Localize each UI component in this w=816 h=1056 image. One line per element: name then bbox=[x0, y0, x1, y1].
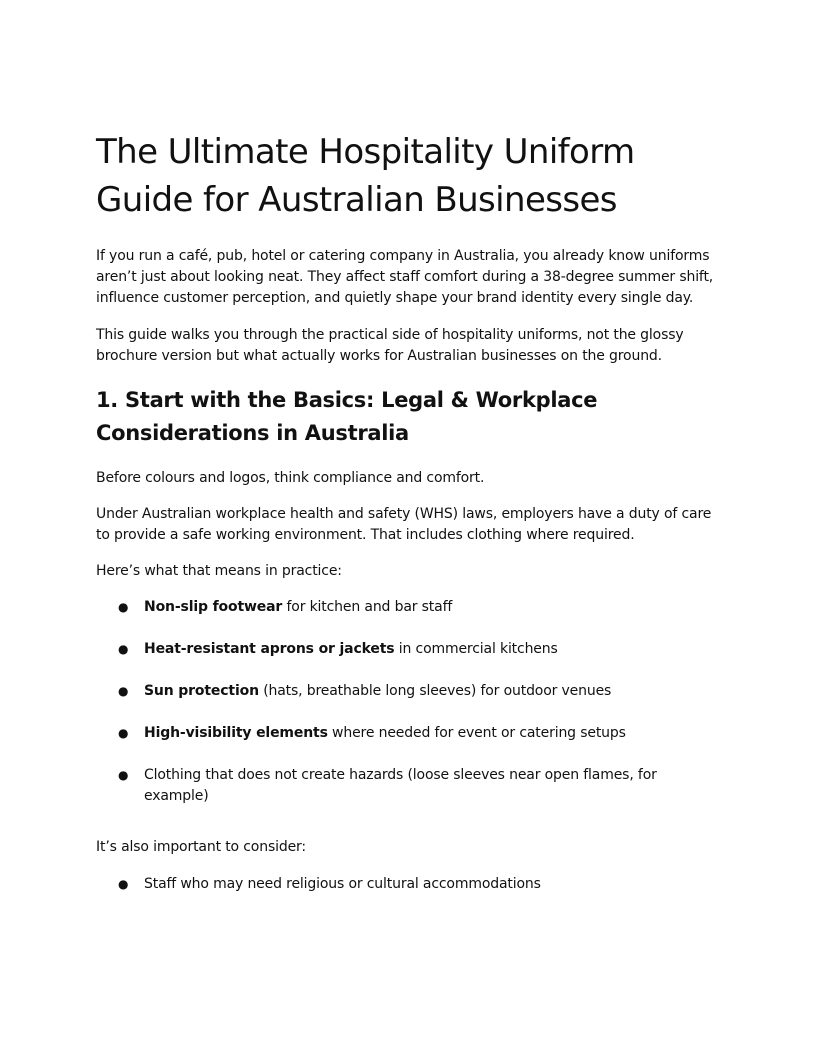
requirements-list bbox=[96, 597, 720, 807]
intro-paragraph-2: This guide walks you through the practical side of hospitality uniforms, not the glossy brochure version but what actually works for Australian businesses on the ground. bbox=[96, 327, 684, 364]
list-item-text: for kitchen and bar staff bbox=[282, 599, 453, 615]
bullet-icon: ● bbox=[118, 877, 129, 891]
document-page bbox=[96, 128, 720, 895]
paragraph-whs-laws: Under Australian workplace health and safety (WHS) laws, employers have a duty of care to provide a safe working environment. That includes clothing where required. bbox=[96, 506, 712, 543]
list-item bbox=[96, 765, 720, 807]
paragraph-compliance: Before colours and logos, think compliance and comfort. bbox=[96, 470, 485, 486]
bullet-icon: ● bbox=[118, 642, 129, 656]
bullet-icon: ● bbox=[118, 768, 129, 782]
list-item bbox=[96, 681, 720, 702]
list-item-text: where needed for event or catering setups bbox=[327, 725, 626, 741]
list-item-text: in commercial kitchens bbox=[394, 641, 558, 657]
intro-paragraph-1: If you run a café, pub, hotel or catering company in Australia, you already know uniforms aren’t just about looking neat. They affect staff comfort during a 38-degree summer shift, influence customer perception, and quietly shape your brand identity every single day. bbox=[96, 248, 714, 306]
section-1-heading: 1. Start with the Basics: Legal & Workplace Considerations in Australia bbox=[96, 388, 598, 445]
list-item-bold: Non-slip footwear bbox=[144, 599, 283, 615]
bullet-icon: ● bbox=[118, 684, 129, 698]
list-item-bold: High-visibility elements bbox=[144, 725, 328, 741]
bullet-icon: ● bbox=[118, 600, 129, 614]
list-item-bold: Sun protection bbox=[144, 683, 259, 699]
list-item bbox=[96, 874, 720, 895]
paragraph-also-consider: It’s also important to consider: bbox=[96, 839, 306, 855]
list-item bbox=[96, 597, 720, 618]
list-item-text: Staff who may need religious or cultural accommodations bbox=[144, 876, 541, 892]
list-item-text: Clothing that does not create hazards (loose sleeves near open flames, for example) bbox=[144, 767, 657, 804]
paragraph-in-practice: Here’s what that means in practice: bbox=[96, 563, 342, 579]
document-title: The Ultimate Hospitality Uniform Guide for Australian Businesses bbox=[96, 132, 635, 220]
list-item bbox=[96, 723, 720, 744]
considerations-list bbox=[96, 874, 720, 895]
list-item bbox=[96, 639, 720, 660]
bullet-icon: ● bbox=[118, 726, 129, 740]
list-item-bold: Heat-resistant aprons or jackets bbox=[144, 641, 395, 657]
list-item-text: (hats, breathable long sleeves) for outdoor venues bbox=[258, 683, 612, 699]
